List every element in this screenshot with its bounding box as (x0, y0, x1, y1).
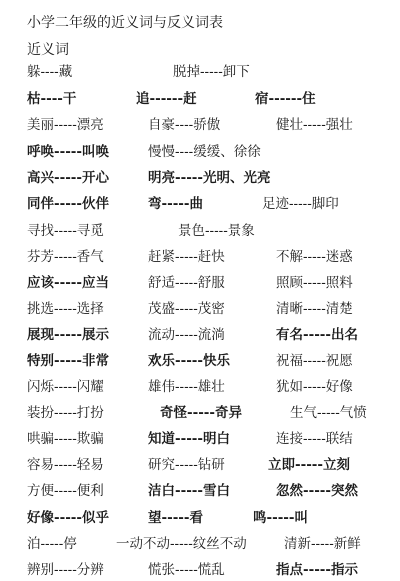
synonym-pair: 呼唤-----叫唤 (27, 144, 110, 160)
synonym-pair: 知道-----明白 (148, 431, 231, 447)
synonym-pair: 方便-----便利 (27, 483, 104, 499)
synonym-pair: 哄骗-----欺骗 (27, 431, 104, 447)
synonym-pair: 泊-----停 (27, 536, 77, 552)
word-pair-row (0, 141, 400, 163)
synonym-pair: 追------赶 (136, 91, 197, 107)
word-pair-row (0, 298, 400, 320)
word-pair-row (0, 480, 400, 502)
synonym-pair: 欢乐-----快乐 (148, 353, 231, 369)
synonym-pair: 挑选-----选择 (27, 301, 104, 317)
synonym-pair: 指点-----指示 (276, 562, 359, 578)
synonym-pair: 立即-----立刻 (268, 457, 351, 473)
word-pair-row (0, 324, 400, 346)
word-pair-row (0, 193, 400, 215)
synonym-pair: 枯----干 (27, 91, 77, 107)
word-pair-row (0, 507, 400, 529)
section-heading: 近义词 (27, 42, 69, 58)
synonym-pair: 研究-----钻研 (148, 457, 225, 473)
synonym-pair: 慢慢----缓缓、徐徐 (148, 144, 261, 160)
synonym-pair: 奇怪-----奇异 (160, 405, 243, 421)
word-pair-row (0, 454, 400, 476)
synonym-pair: 流动-----流淌 (148, 327, 225, 343)
synonym-pair: 明亮-----光明、光亮 (148, 170, 271, 186)
word-pair-row (0, 114, 400, 136)
synonym-pair: 同伴-----伙伴 (27, 196, 110, 212)
synonym-pair: 有名-----出名 (276, 327, 359, 343)
word-pair-row (0, 402, 400, 424)
word-pair-row (0, 559, 400, 581)
synonym-pair: 美丽-----漂亮 (27, 117, 104, 133)
word-pair-row (0, 350, 400, 372)
synonym-pair: 洁白-----雪白 (148, 483, 231, 499)
synonym-pair: 脱掉-----卸下 (173, 64, 250, 80)
synonym-pair: 躲----藏 (27, 64, 73, 80)
synonym-pair: 景色-----景象 (178, 223, 255, 239)
word-pair-row (0, 376, 400, 398)
synonym-pair: 连接-----联结 (276, 431, 353, 447)
synonym-pair: 茂盛-----茂密 (148, 301, 225, 317)
synonym-pair: 赶紧-----赶快 (148, 249, 225, 265)
word-pair-row (0, 533, 400, 555)
synonym-pair: 好像-----似乎 (27, 510, 110, 526)
word-pair-row (0, 167, 400, 189)
synonym-pair: 辨别-----分辨 (27, 562, 104, 578)
word-pair-row (0, 220, 400, 242)
synonym-pair: 容易-----轻易 (27, 457, 104, 473)
synonym-pair: 生气-----气愤 (290, 405, 367, 421)
synonym-pair: 宿------住 (255, 91, 316, 107)
synonym-pair: 高兴-----开心 (27, 170, 110, 186)
synonym-pair: 清晰-----清楚 (276, 301, 353, 317)
synonym-pair: 忽然-----突然 (276, 483, 359, 499)
synonym-pair: 闪烁-----闪耀 (27, 379, 104, 395)
synonym-pair: 舒适-----舒服 (148, 275, 225, 291)
synonym-pair: 特别-----非常 (27, 353, 110, 369)
word-pair-row (0, 246, 400, 268)
word-pair-row (0, 88, 400, 110)
synonym-pair: 寻找-----寻觅 (27, 223, 104, 239)
synonym-pair: 清新-----新鲜 (284, 536, 361, 552)
synonym-pair: 足迹-----脚印 (262, 196, 339, 212)
synonym-pair: 自豪----骄傲 (148, 117, 221, 133)
synonym-pair: 照顾-----照料 (276, 275, 353, 291)
synonym-pair: 展现-----展示 (27, 327, 110, 343)
synonym-pair: 弯-----曲 (148, 196, 204, 212)
synonym-pair: 健壮-----强壮 (276, 117, 353, 133)
synonym-pair: 不解-----迷惑 (276, 249, 353, 265)
word-pair-row (0, 61, 400, 83)
document-title: 小学二年级的近义词与反义词表 (27, 15, 223, 31)
synonym-pair: 祝福-----祝愿 (276, 353, 353, 369)
synonym-pair: 装扮-----打扮 (27, 405, 104, 421)
synonym-pair: 鸣-----叫 (253, 510, 309, 526)
word-pair-row (0, 272, 400, 294)
synonym-pair: 犹如-----好像 (276, 379, 353, 395)
synonym-pair: 一动不动-----纹丝不动 (116, 536, 247, 552)
synonym-pair: 雄伟-----雄壮 (148, 379, 225, 395)
synonym-pair: 应该-----应当 (27, 275, 110, 291)
synonym-pair: 芬芳-----香气 (27, 249, 104, 265)
synonym-pair: 慌张-----慌乱 (148, 562, 225, 578)
word-pair-row (0, 428, 400, 450)
synonym-pair: 望-----看 (148, 510, 204, 526)
